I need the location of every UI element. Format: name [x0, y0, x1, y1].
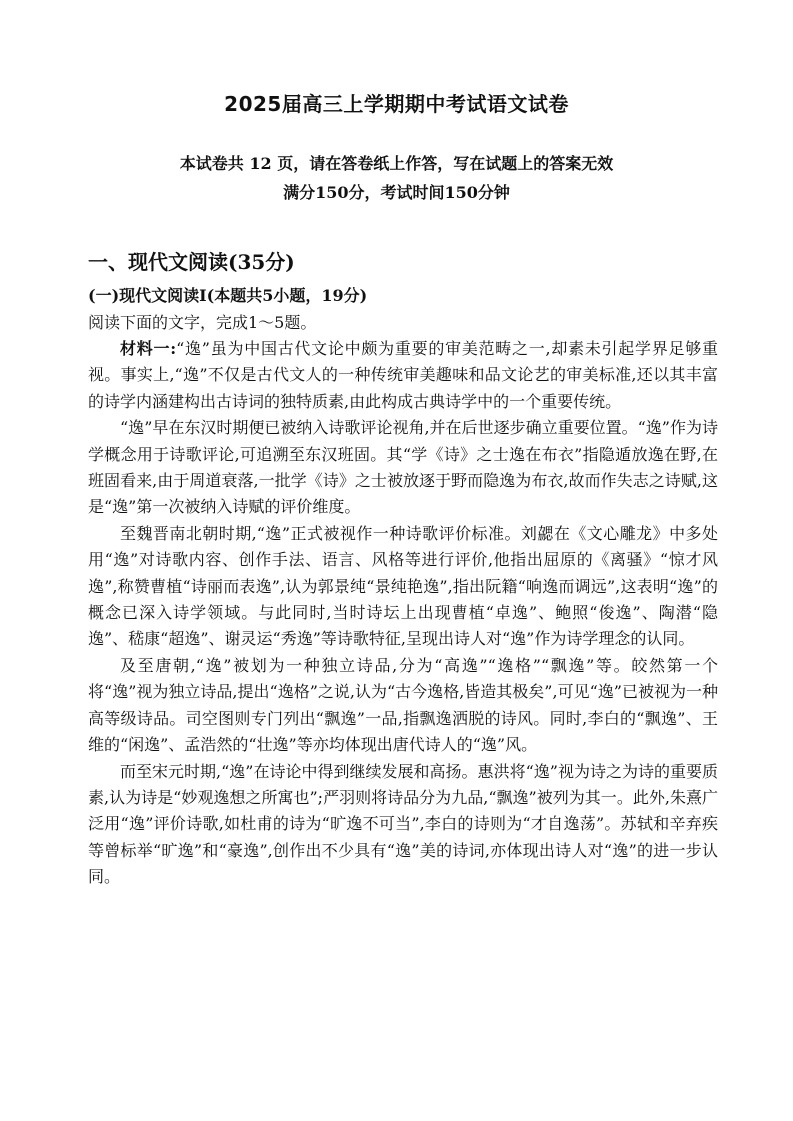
reading-instruction: 阅读下面的文字，完成1～5题。 — [88, 313, 317, 332]
subsection-heading: (一)现代文阅读Ⅰ(本题共5小题，19分) — [88, 286, 368, 305]
material-paragraph-2: “逸”早在东汉时期便已被纳入诗歌评论视角,并在后世逐步确立重要位置。“逸”作为诗学概念用于诗歌评论,可追溯至东汉班固。其“学《诗》之士逸在布衣”指隐遁放逸在野,在班固看来,由于周道衰落,一批学《诗》之士被放逐于野而隐逸为布衣,故而作失志之诗赋,这是“逸”第一次被纳入诗赋的评价维度。 — [88, 418, 718, 517]
material-paragraph-1 — [88, 336, 718, 415]
exam-note-pages: 本试卷共 12 页，请在答卷纸上作答，写在试题上的答案无效 — [179, 154, 614, 173]
paragraph-text: “逸”虽为中国古代文论中颇为重要的审美范畴之一,却素未引起学界足够重视。事实上,“逸”不仅是古代文人的一种传统审美趣味和品文论艺的审美标准,还以其丰富的诗学内涵建构出古诗词的独特质素,由此构成古典诗学中的一个重要传统。 — [88, 339, 718, 411]
material-paragraph-5: 而至宋元时期,“逸”在诗论中得到继续发展和高扬。惠洪将“逸”视为诗之为诗的重要质素,认为诗是“妙观逸想之所寓也”;严羽则将诗品分为九品,“飘逸”被列为其一。此外,朱熹广泛用“逸”评价诗歌,如杜甫的诗为“旷逸不可当”,李白的诗则为“才自逸荡”。苏轼和辛弃疾等曾标举“旷逸”和“豪逸”,创作出不少具有“逸”美的诗词,亦体现出诗人对“逸”的进一步认同。 — [88, 761, 718, 887]
section-heading: 一、现代文阅读(35分) — [88, 250, 295, 274]
material-paragraph-4: 及至唐朝,“逸”被划为一种独立诗品,分为“高逸”“逸格”“飘逸”等。皎然第一个将“逸”视为独立诗品,提出“逸格”之说,认为“古今逸格,皆造其极矣”,可见“逸”已被视为一种高等级诗品。司空图则专门列出“飘逸”一品,指飘逸洒脱的诗风。同时,李白的“飘逸”、王维的“闲逸”、孟浩然的“壮逸”等亦均体现出唐代诗人的“逸”风。 — [88, 655, 718, 755]
exam-note-score-time: 满分150分，考试时间150分钟 — [283, 183, 510, 202]
exam-title: 2025届高三上学期期中考试语文试卷 — [224, 92, 569, 116]
material-paragraph-3: 至魏晋南北朝时期,“逸”正式被视作一种诗歌评价标准。刘勰在《文心雕龙》中多处用“逸”对诗歌内容、创作手法、语言、风格等进行评价,他指出屈原的《离骚》“惊才风逸”,称赞曹植“诗丽而表逸”,认为郭景纯“景纯艳逸”,指出阮籍“响逸而调远”,这表明“逸”的概念已深入诗学领域。与此同时,当时诗坛上出现曹植“卓逸”、鲍照“俊逸”、陶潜“隐逸”、嵇康“超逸”、谢灵运“秀逸”等诗歌特征,呈现出诗人对“逸”作为诗学理念的认同。 — [88, 523, 718, 649]
material-label: 材料一: — [120, 339, 177, 358]
material-body — [88, 336, 718, 891]
